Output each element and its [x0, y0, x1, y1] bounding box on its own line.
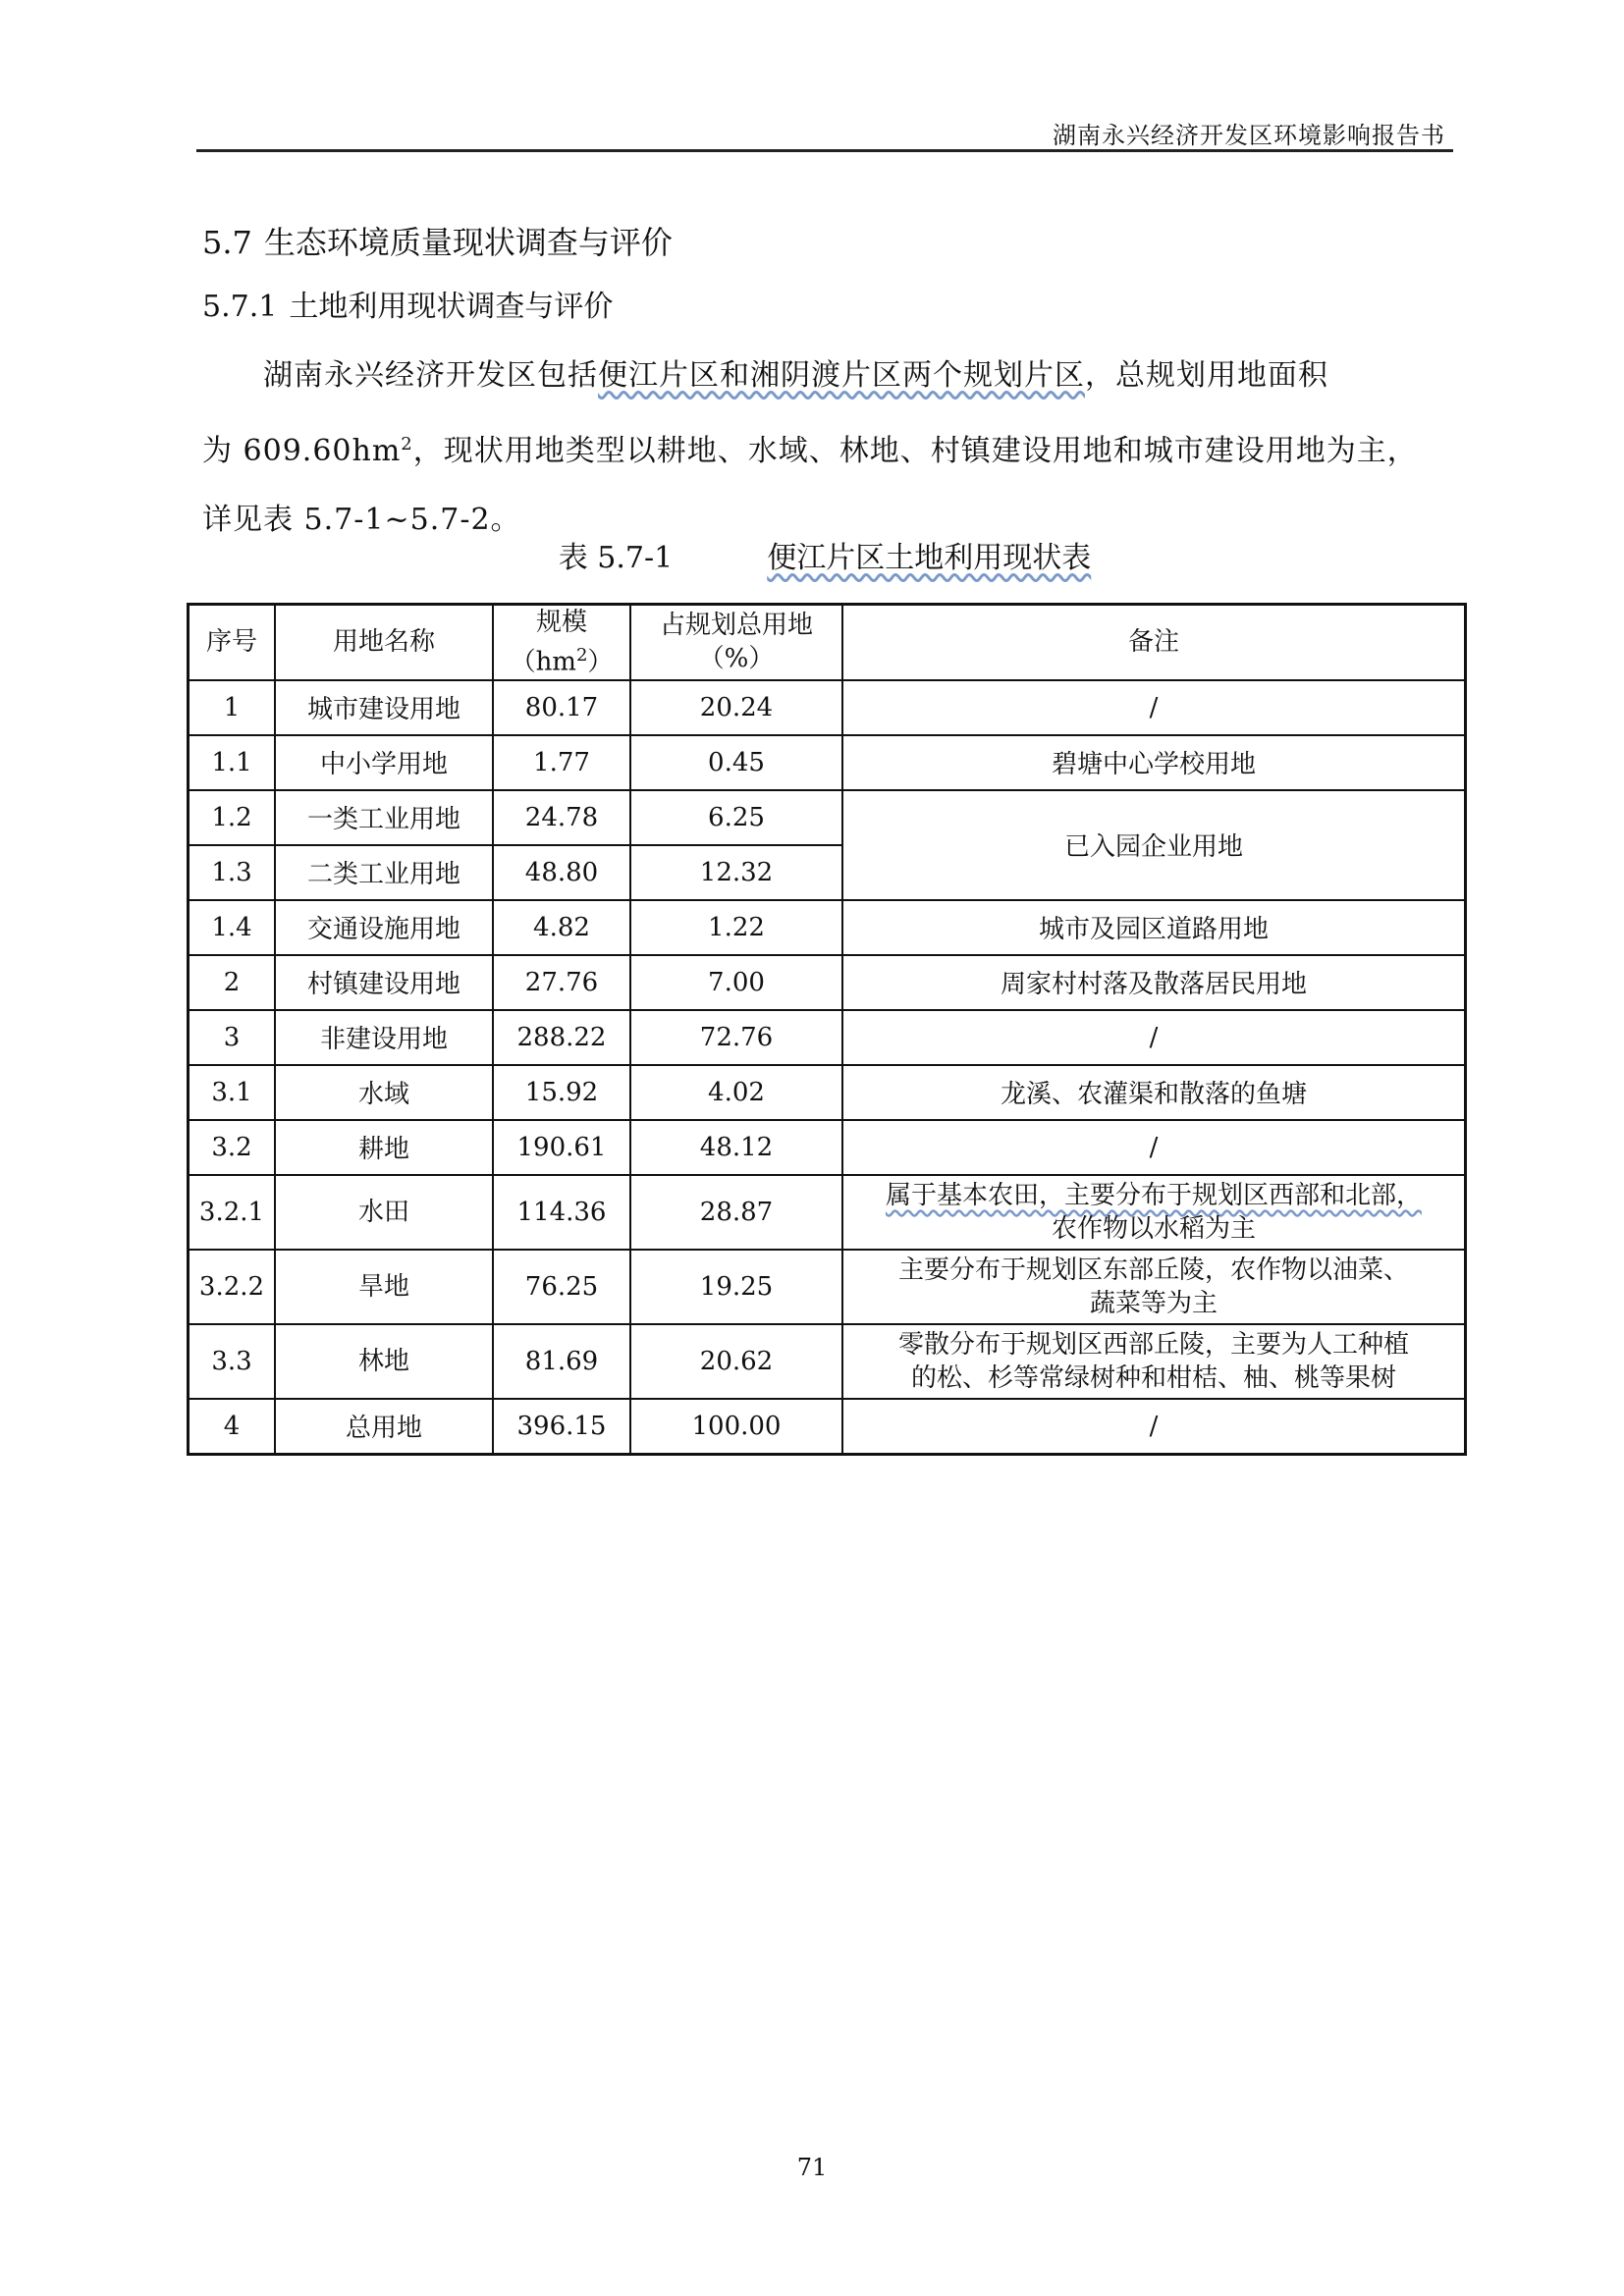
- cell-name: 水域: [275, 1065, 493, 1120]
- cell-note: 碧塘中心学校用地: [842, 735, 1466, 790]
- header-scale-close: ）: [587, 647, 614, 677]
- cell-pct: 20.24: [630, 680, 842, 735]
- table-number: 表 5.7-1: [558, 541, 674, 575]
- cell-note: /: [842, 1399, 1466, 1455]
- cell-seq: 2: [189, 955, 276, 1010]
- table-row: [189, 955, 1466, 1010]
- table-title: 便江片区土地利用现状表: [767, 541, 1092, 575]
- table-row: [189, 1175, 1466, 1250]
- section-title: 生态环境质量现状调查与评价: [263, 224, 673, 261]
- section-heading: [202, 218, 673, 263]
- table-row: [189, 1399, 1466, 1455]
- running-header: [196, 110, 1453, 152]
- subsection-title: 土地利用现状调查与评价: [289, 290, 614, 324]
- superscript: 2: [401, 434, 413, 454]
- header-pct-line2: （%）: [698, 644, 775, 674]
- cell-pct: 4.02: [630, 1065, 842, 1120]
- section-number: 5.7: [202, 224, 252, 261]
- paragraph-text: 湖南永兴经济开发区包括: [263, 358, 598, 393]
- cell-scale: 76.25: [493, 1250, 630, 1324]
- note-line: 的松、杉等常绿树种和柑桔、柚、桃等果树: [910, 1362, 1396, 1393]
- cell-scale: 81.69: [493, 1324, 630, 1399]
- cell-note: [842, 1175, 1466, 1250]
- cell-scale: 15.92: [493, 1065, 630, 1120]
- cell-name: 二类工业用地: [275, 845, 493, 900]
- paragraph-line-1: [202, 342, 1455, 410]
- cell-pct: 7.00: [630, 955, 842, 1010]
- paragraph-line-3: 详见表 5.7-1~5.7-2。: [202, 503, 521, 537]
- cell-name: 耕地: [275, 1120, 493, 1175]
- cell-note: [842, 1324, 1466, 1399]
- cell-name: 交通设施用地: [275, 900, 493, 955]
- header-name: 用地名称: [275, 605, 493, 680]
- table-row: [189, 735, 1466, 790]
- paragraph-line-2: [202, 410, 1455, 486]
- note-line: 零散分布于规划区西部丘陵，主要为人工种植: [897, 1329, 1409, 1360]
- subsection-number: 5.7.1: [202, 290, 278, 324]
- table-row: [189, 1065, 1466, 1120]
- paragraph-text: ，总规划用地面积: [1085, 358, 1328, 393]
- body-paragraph: [202, 342, 1455, 555]
- header-pct: [630, 605, 842, 680]
- cell-seq: 1: [189, 680, 276, 735]
- cell-pct: 28.87: [630, 1175, 842, 1250]
- cell-pct: 72.76: [630, 1010, 842, 1065]
- subsection-heading: [202, 282, 613, 325]
- cell-seq: 3.2.2: [189, 1250, 276, 1324]
- note-line: 属于基本农田，主要分布于规划区西部和北部，: [885, 1180, 1422, 1210]
- header-scale: [493, 605, 630, 680]
- cell-name: 总用地: [275, 1399, 493, 1455]
- cell-seq: 1.2: [189, 790, 276, 845]
- cell-note: 周家村村落及散落居民用地: [842, 955, 1466, 1010]
- table-row: [189, 1250, 1466, 1324]
- cell-seq: 4: [189, 1399, 276, 1455]
- cell-pct: 19.25: [630, 1250, 842, 1324]
- header-scale-unit: （hm: [510, 647, 576, 677]
- cell-seq: 3.2: [189, 1120, 276, 1175]
- cell-name: 一类工业用地: [275, 790, 493, 845]
- cell-note: /: [842, 1010, 1466, 1065]
- cell-name: 林地: [275, 1324, 493, 1399]
- cell-pct: 0.45: [630, 735, 842, 790]
- cell-scale: 114.36: [493, 1175, 630, 1250]
- note-line: 农作物以水稻为主: [1051, 1213, 1256, 1244]
- header-note: 备注: [842, 605, 1466, 680]
- cell-seq: 1.1: [189, 735, 276, 790]
- cell-seq: 3.1: [189, 1065, 276, 1120]
- table-row: [189, 1120, 1466, 1175]
- cell-seq: 1.4: [189, 900, 276, 955]
- cell-note: /: [842, 1120, 1466, 1175]
- cell-scale: 396.15: [493, 1399, 630, 1455]
- cell-seq: 3.3: [189, 1324, 276, 1399]
- land-use-table: [187, 603, 1467, 1456]
- cell-pct: 6.25: [630, 790, 842, 845]
- cell-name: 水田: [275, 1175, 493, 1250]
- page-number: 71: [796, 2154, 828, 2181]
- cell-name: 旱地: [275, 1250, 493, 1324]
- cell-scale: 288.22: [493, 1010, 630, 1065]
- cell-scale: 190.61: [493, 1120, 630, 1175]
- cell-seq: 3.2.1: [189, 1175, 276, 1250]
- superscript: 2: [575, 645, 588, 666]
- table-row: [189, 900, 1466, 955]
- cell-name: 中小学用地: [275, 735, 493, 790]
- header-title: 湖南永兴经济开发区环境影响报告书: [1053, 122, 1445, 149]
- cell-name: 非建设用地: [275, 1010, 493, 1065]
- cell-pct: 1.22: [630, 900, 842, 955]
- cell-scale: 80.17: [493, 680, 630, 735]
- cell-scale: 27.76: [493, 955, 630, 1010]
- cell-note: 龙溪、农灌渠和散落的鱼塘: [842, 1065, 1466, 1120]
- cell-name: 城市建设用地: [275, 680, 493, 735]
- cell-seq: 3: [189, 1010, 276, 1065]
- cell-pct: 12.32: [630, 845, 842, 900]
- cell-note: /: [842, 680, 1466, 735]
- header-seq: 序号: [189, 605, 276, 680]
- cell-note: [842, 1250, 1466, 1324]
- paragraph-text: 为 609.60hm: [202, 434, 402, 468]
- paragraph-underlined-text: 便江片区和湘阴渡片区两个规划片区: [598, 358, 1085, 393]
- cell-pct: 48.12: [630, 1120, 842, 1175]
- header-scale-line1: 规模: [535, 608, 587, 637]
- table-header-row: [189, 605, 1466, 680]
- table-row: [189, 1010, 1466, 1065]
- paragraph-text: ，现状用地类型以耕地、水域、林地、村镇建设用地和城市建设用地为主，: [412, 434, 1418, 468]
- table-row: [189, 790, 1466, 845]
- note-line: 蔬菜等为主: [1089, 1288, 1218, 1318]
- header-pct-line1: 占规划总用地: [659, 611, 813, 641]
- cell-pct: 20.62: [630, 1324, 842, 1399]
- table-row: [189, 680, 1466, 735]
- table-caption: [187, 533, 1463, 576]
- cell-pct: 100.00: [630, 1399, 842, 1455]
- cell-scale: 1.77: [493, 735, 630, 790]
- cell-name: 村镇建设用地: [275, 955, 493, 1010]
- cell-scale: 24.78: [493, 790, 630, 845]
- table-row: [189, 1324, 1466, 1399]
- cell-seq: 1.3: [189, 845, 276, 900]
- cell-note: 已入园企业用地: [842, 790, 1466, 900]
- cell-note: 城市及园区道路用地: [842, 900, 1466, 955]
- note-line: 主要分布于规划区东部丘陵，农作物以油菜、: [897, 1255, 1409, 1285]
- cell-scale: 4.82: [493, 900, 630, 955]
- cell-scale: 48.80: [493, 845, 630, 900]
